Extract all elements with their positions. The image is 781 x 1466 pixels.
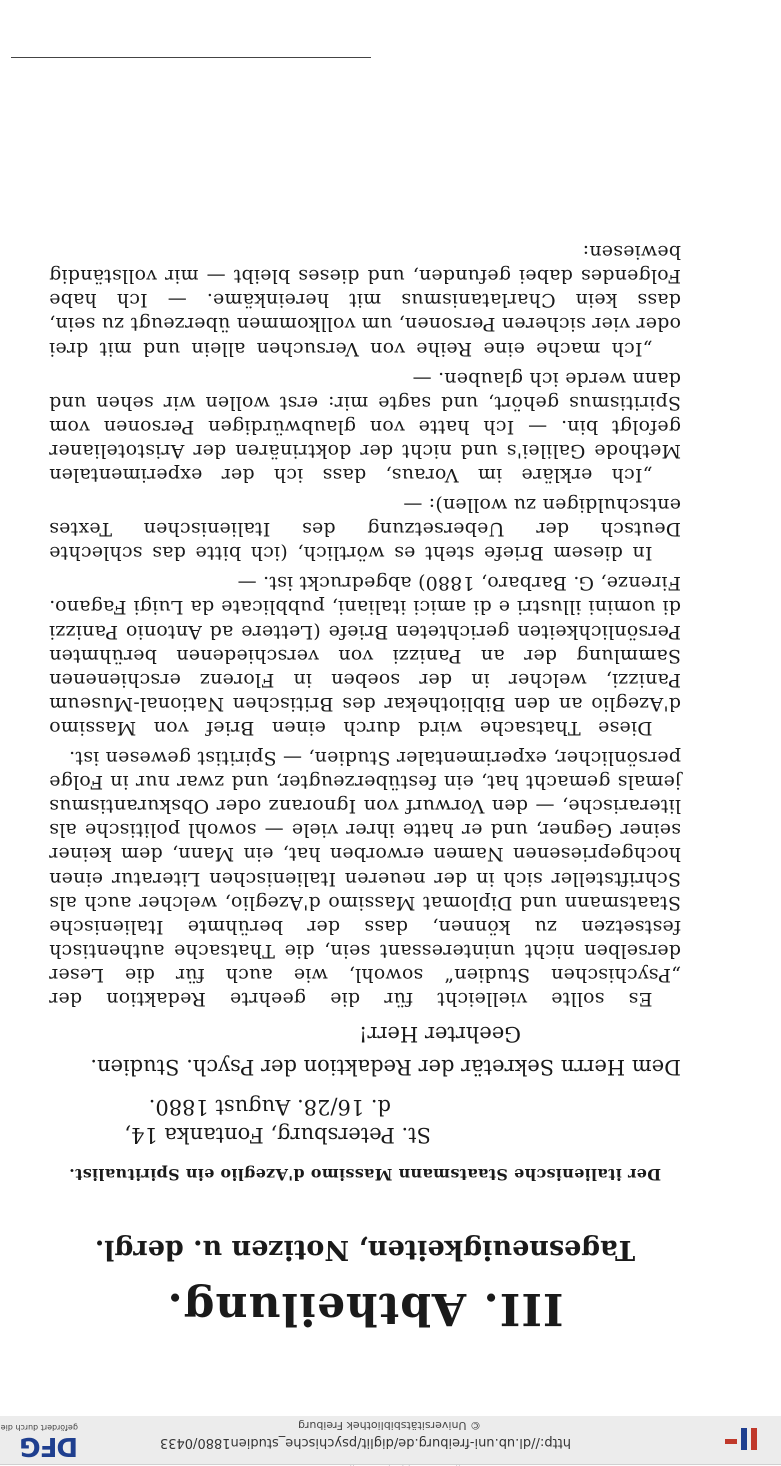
paragraph: „Ich mache eine Reihe von Versuchen allein und mit drei oder vier sicheren Personen, um vollkommen überzeugt zu sein, dass kein Charlatanismus mit hereinkäme. — Ich habe Folgendes dabei gefunden, und dieses bleibt — mir vollständig bewiesen: (49, 241, 681, 360)
section-subtitle: Tagesneuigkeiten, Notizen u. dergl. (94, 1234, 636, 1265)
source-url-link[interactable]: http://dl.ub.uni-freiburg.de/diglit/psychische_studien1880/0433 (159, 1435, 571, 1450)
university-library-logo-icon (721, 1424, 761, 1454)
paragraph: Es sollte vielleicht für die geehrte Redaktion der „Psychischen Studien“ sowohl, wie auch für die Leser derselben nicht uninteressant sein, die Thatsache authentisch festsetzen zu können, dass der berühmte Italienische Staatsmann und Diplomat Massimo d'Azeglio, welcher auch als Schriftsteller sich in der neueren Italienischen Literatur einen hochgepriesenen Namen erworben hat, ein Mann, dem keiner seiner Gegner, und er hatte ihrer viele — sowohl politische als literarische, — den Vorwurf von Ignoranz oder Obskurantismus jemals gemacht hat, ein festüberzeugter, und zwar nur in Folge persönlicher, experimentaler Studien, — Spiritist gewesen ist. (49, 747, 681, 1010)
dfg-logo (0, 1420, 78, 1460)
letter-addressee: Dem Herrn Sekretär der Redaktion der Psych. Studien. (90, 1055, 681, 1079)
library-footer-bar (0, 1416, 781, 1465)
paragraph: Diese Thatsache wird durch einen Brief von Massimo d'Azeglio an den Bibliothekar des Britischen National-Museum Panizzi, welcher in der soeben in Florenz erschienenen Sammlung der an Panizzi von verschiedenen berühmten Persönlichkeiten gerichteten Briefe (Lettere ad Antonio Panizzi di uomini illustri e di amici italiani, pubblicate da Luigi Fagano. Firenze, G. Barbaro, 1880) abgedruckt ist. — (49, 572, 681, 739)
section-title: III. Abtheilung. (166, 1283, 564, 1334)
dfg-logo-text: DFG (20, 1431, 78, 1461)
letter-place: St. Petersburg, Fontanka 14, (124, 1123, 431, 1147)
paragraph: „Ich erkläre im Voraus, dass ich der experimentalen Methode Galilei's und nicht der doktrinären der Aristotelianer gefolgt bin. — Ich hatte von glaubwürdigen Personen vom Spiritismus gehört, und sagte mir: erst wollen wir sehen und dann werde ich glauben. — (49, 367, 681, 487)
article (49, 240, 681, 1334)
article-title: Der italienische Staatsmann Massimo d'Azeglio ein Spiritualist. (68, 1165, 662, 1184)
letter-salutation: Geehrter Herr! (358, 1022, 521, 1046)
paragraph: In diesem Briefe steht es wörtlich, (ich bitte das schlechte Deutsch der Uebersetzung des Italienischen Textes entschuldigen zu wollen): — (49, 494, 681, 565)
letter-date: d. 16/28. August 1880. (148, 1095, 391, 1119)
copyright-text: © Universitätsbibliothek Freiburg (298, 1419, 481, 1432)
page-rule (11, 57, 371, 58)
dfg-funder-note: gefördert durch die (0, 1423, 78, 1432)
